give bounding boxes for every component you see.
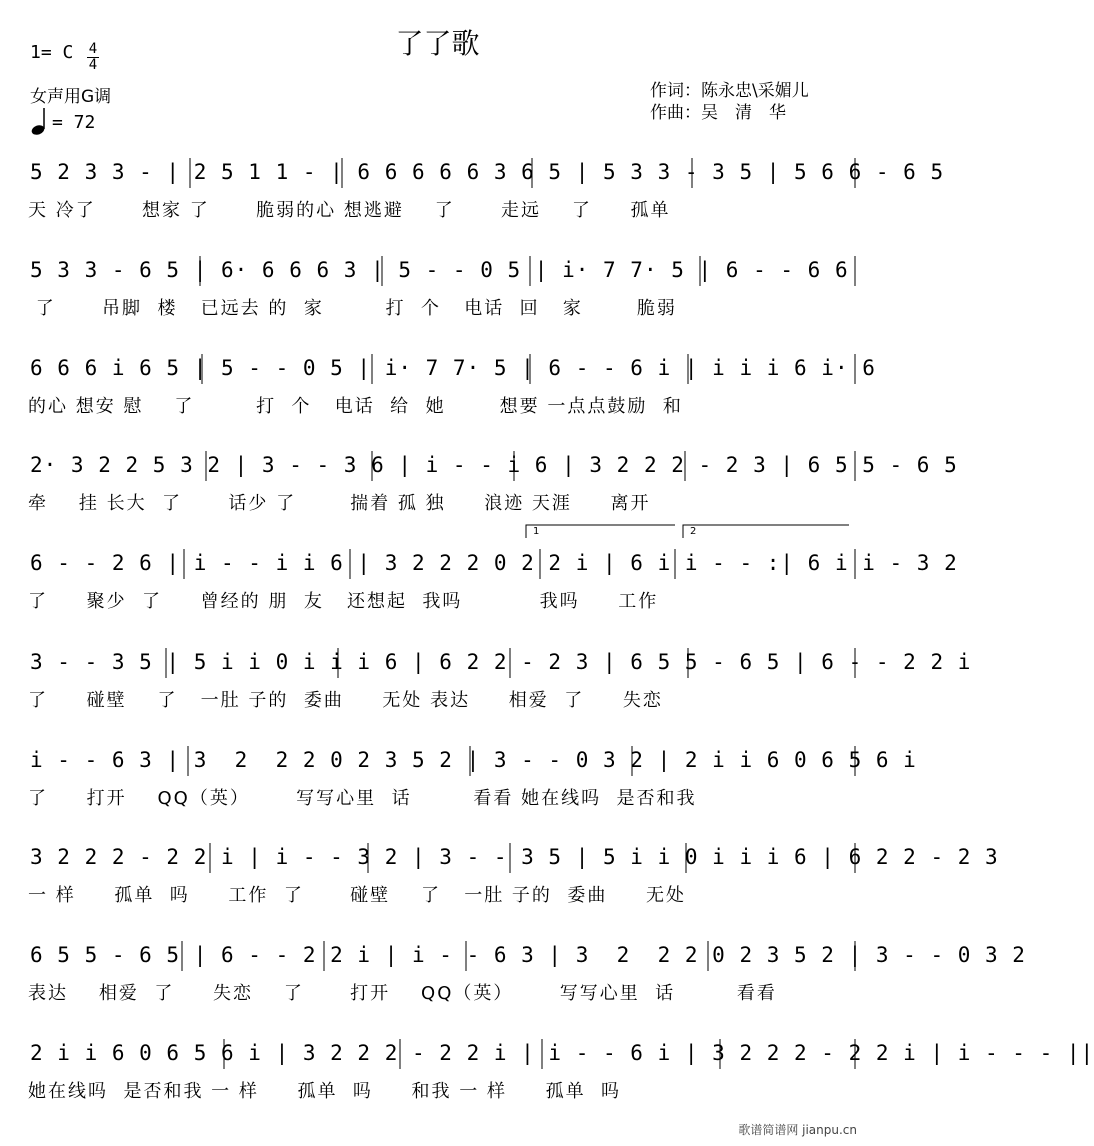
lyricist-credit: 作词：陈永忠\采媚儿 bbox=[650, 81, 809, 101]
song-title: 了了歌 bbox=[395, 27, 480, 60]
notation-line: 2 i i 6 0 6 5 6 i | 3 2 2 2 - 2 2 i | i - - 6 i | 3 2 2 2 - 2 2 i | i - - - || bbox=[30, 1041, 1094, 1065]
notation-line: i - - 6 3 | 3 2 2 2 0 2 3 5 2 | 3 - - 0 3 2 | 2 i i 6 0 6 5 6 i bbox=[30, 748, 917, 772]
meter-top: 4 bbox=[88, 41, 98, 57]
notation-line: 5 3 3 - 6 5 | 6· 6 6 6 3 | 5 - - 0 5 | i· 7 7· 5 | 6 - - 6 6 bbox=[30, 258, 849, 282]
lyric-line: 了 打开 QQ（英） 写写心里 话 看看 她在线吗 是否和我 bbox=[28, 788, 697, 809]
lyric-line: 一 样 孤单 吗 工作 了 碰壁 了 一肚 子的 委曲 无处 bbox=[28, 885, 686, 906]
voice-note: 女声用G调 bbox=[30, 87, 112, 107]
notation-line: 2· 3 2 2 5 3 2 | 3 - - 3 6 | i - - i 6 | 3 2 2 2 - 2 3 | 6 5 5 - 6 5 bbox=[30, 453, 958, 477]
notation-line: 3 - - 3 5 | 5 i i 0 i i i 6 | 6 2 2 - 2 3 | 6 5 5 - 6 5 | 6 - - 2 2 i bbox=[30, 650, 972, 674]
lyric-line: 她在线吗 是否和我 一 样 孤单 吗 和我 一 样 孤单 吗 bbox=[28, 1081, 622, 1102]
notation-line: 5 2 3 3 - | 2 5 1 1 - | 6 6 6 6 6 3 6 5 | 5 3 3 - 3 5 | 5 6 6 - 6 5 bbox=[30, 160, 945, 184]
lyric-line: 了 碰壁 了 一肚 子的 委曲 无处 表达 相爱 了 失恋 bbox=[28, 690, 663, 711]
tempo-marking: = 72 bbox=[52, 112, 96, 133]
lyric-line: 天 冷了 想家 了 脆弱的心 想逃避 了 走远 了 孤单 bbox=[28, 200, 671, 221]
lyric-line: 了 聚少 了 曾经的 朋 友 还想起 我吗 我吗 工作 bbox=[28, 591, 659, 612]
watermark: 歌谱简谱网 jianpu.cn bbox=[738, 1123, 857, 1137]
score-row bbox=[20, 1041, 1094, 1141]
lyric-line: 牵 挂 长大 了 话少 了 揣着 孤 独 浪迹 天涯 离开 bbox=[28, 493, 651, 514]
volta-first-label: 1 bbox=[533, 526, 540, 537]
composer-credit: 作曲：吴 清 华 bbox=[650, 103, 786, 123]
score-row bbox=[20, 943, 1026, 1043]
lyric-line: 表达 相爱 了 失恋 了 打开 QQ（英） 写写心里 话 看看 bbox=[28, 983, 777, 1004]
notation-line: 6 - - 2 6 | i - - i i 6 | 3 2 2 2 0 2 2 i | 6 i i - - :| 6 i i - 3 2 bbox=[30, 551, 958, 575]
notation-line: 6 5 5 - 6 5 | 6 - - 2 2 i | i - - 6 3 | 3 2 2 2 0 2 3 5 2 | 3 - - 0 3 2 bbox=[30, 943, 1026, 967]
lyric-line: 了 吊脚 楼 已远去 的 家 打 个 电话 回 家 脆弱 bbox=[28, 298, 677, 319]
score-row bbox=[20, 650, 972, 750]
score-row bbox=[20, 160, 945, 260]
score-row bbox=[20, 258, 855, 358]
volta-brackets bbox=[525, 524, 850, 538]
notation-line: 3 2 2 2 - 2 2 i | i - - 3 2 | 3 - - 3 5 | 5 i i 0 i i i 6 | 6 2 2 - 2 3 bbox=[30, 845, 999, 869]
quarter-note-icon bbox=[30, 106, 50, 136]
score-row bbox=[20, 356, 876, 456]
notation-line: 6 6 6 i 6 5 | 5 - - 0 5 | i· 7 7· 5 | 6 - - 6 i | i i i 6 i· 6 bbox=[30, 356, 876, 380]
meter-bottom: 4 bbox=[88, 57, 98, 73]
lyric-line: 的心 想安 慰 了 打 个 电话 给 她 想要 一点点鼓励 和 bbox=[28, 396, 683, 417]
score-row bbox=[20, 748, 917, 848]
score-row bbox=[20, 453, 958, 553]
score-row bbox=[20, 551, 958, 651]
key-signature: 1= C bbox=[30, 42, 74, 63]
time-signature bbox=[86, 42, 100, 73]
score-row bbox=[20, 845, 999, 945]
volta-second-label: 2 bbox=[690, 526, 697, 537]
